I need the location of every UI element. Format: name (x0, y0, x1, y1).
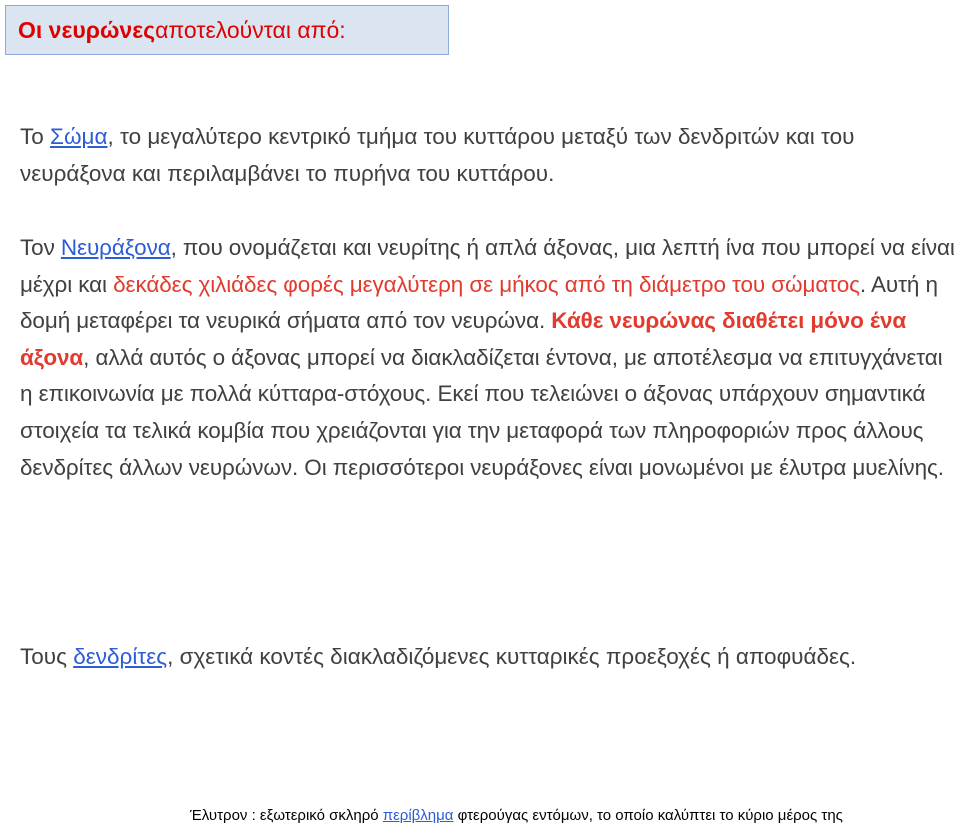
soma-text: , το μεγαλύτερο κεντρικό τμήμα του κυττάρου μεταξύ των δενδριτών και του νευράξονα και περιλαμβάνει το πυρήνα του κυττάρου. (20, 124, 855, 186)
title-box (5, 5, 449, 55)
axon-text-3: , αλλά αυτός ο άξονας μπορεί να διακλαδίζεται έντονα, με αποτέλεσμα να επιτυγχάνεται η επικοινωνία με πολλά κύτταρα-στόχους. Εκεί που τελειώνει ο άξονας υπάρχουν σημαντικά στοιχεία τα τελικά κομβία που χρειάζονται για την μεταφορά των πληροφοριών προς άλλους δενδρίτες άλλων νευρώνων. Οι περισσότεροι νευράξονες είναι μονωμένοι με έλυτρα μυελίνης. (20, 344, 944, 480)
axon-paragraph (20, 230, 960, 486)
axon-text-1: , που ονομάζεται και νευρίτης ή απλά άξονας, μια λεπτή ίνα που μπορεί να είναι μέχρι και (20, 235, 955, 297)
axon-link[interactable]: Νευράξονα (60, 235, 171, 260)
soma-link[interactable]: Σώμα (50, 124, 108, 149)
footnote (190, 805, 843, 827)
dendrites-paragraph (20, 638, 960, 675)
title-rest: αποτελούνται από: (155, 16, 346, 43)
axon-prefix: Τον (20, 235, 61, 260)
dendrites-link[interactable]: δενδρίτες (73, 644, 168, 669)
title-bold: Οι νευρώνες (18, 16, 156, 43)
axon-highlight: δεκάδες χιλιάδες φορές μεγαλύτερη σε μήκος από τη διάμετρο του σώματος (113, 271, 860, 297)
footnote-prefix: Έλυτρον : εξωτερικό σκληρό (190, 807, 383, 824)
axon-text-2: . Αυτή η δομή μεταφέρει τα νευρικά σήματα από τον νευρώνα. (20, 271, 938, 334)
axon-emphasis: Κάθε νευρώνας διαθέτει μόνο ένα άξονα (20, 308, 907, 370)
dendrites-text: , σχετικά κοντές διακλαδιζόμενες κυτταρικές προεξοχές ή αποφυάδες. (167, 644, 857, 669)
dendrites-prefix: Τους (20, 644, 74, 669)
footnote-link[interactable]: περίβλημα (382, 807, 454, 824)
footnote-text: φτερούγας εντόμων, το οποίο καλύπτει το κύριο μέρος της (453, 807, 843, 824)
soma-paragraph (20, 118, 960, 192)
soma-prefix: Το (20, 124, 51, 149)
